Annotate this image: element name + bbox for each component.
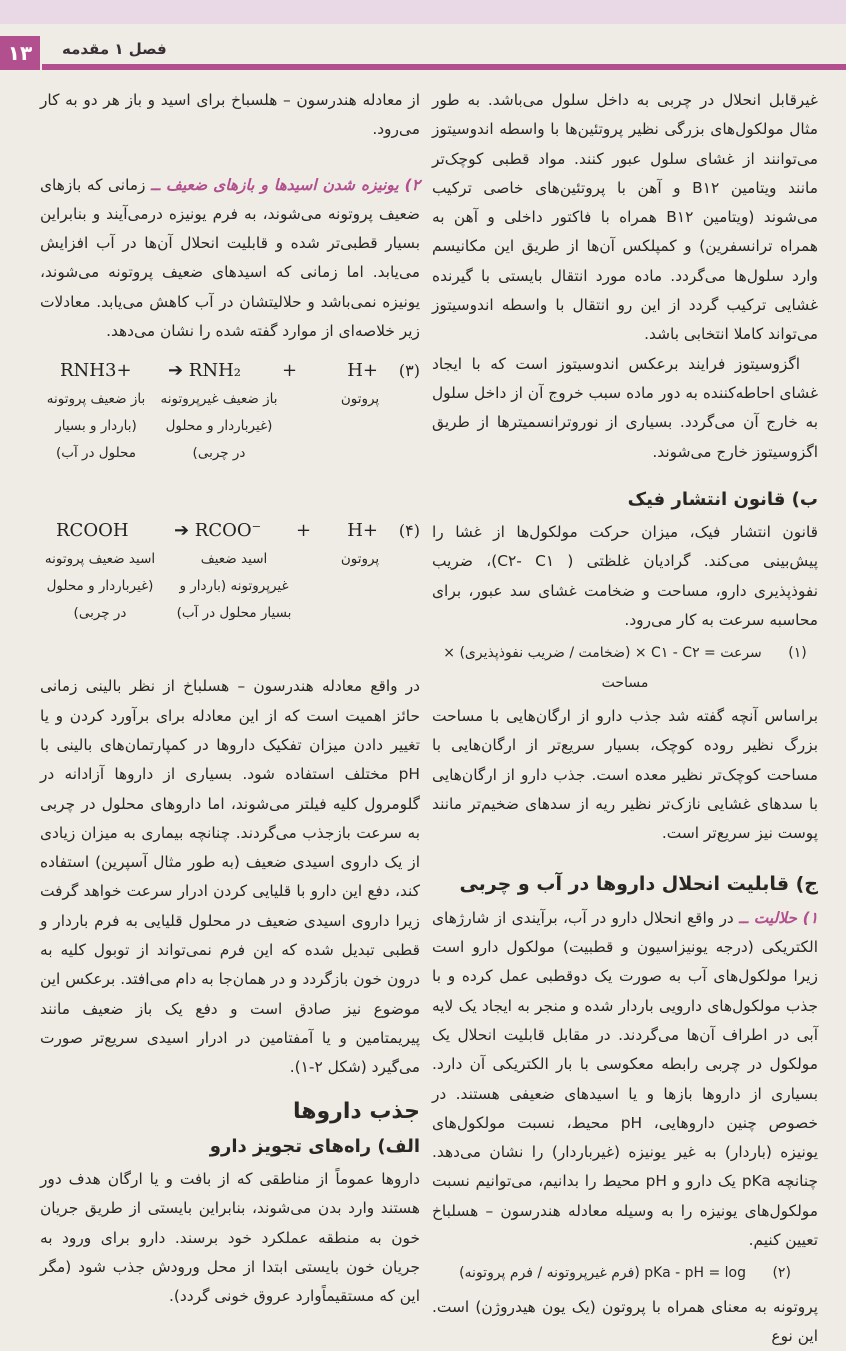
paragraph: پروتونه به معنای همراه با پروتون (یک یون هیدروژن) است. این نوع — [432, 1297, 818, 1345]
equation-4 — [40, 516, 420, 666]
paragraph: قانون انتشار فیک، میزان حرکت مولکول‌ها از غشا را پیش‌بینی می‌کند. گرادیان غلظتی ( C۲- C۱)، ضریب نفوذپذیری دارو، مساحت و ضخامت غشای سد عبور، برای محاسبه سرعت به کار می‌رود. — [432, 523, 818, 630]
reactant-acid: RCOOH — [56, 520, 129, 542]
section-heading: ب) قانون انتشار فیک — [627, 488, 818, 510]
formula-text: سرعت = C۱ - C۲ × (ضخامت / ضریب نفوذپذیری) × مساحت — [443, 645, 762, 691]
paragraph-text: در واقع انحلال دارو در آب، برآیندی از شارژهای الکتریکی (درجه یونیزاسیون و قطبیت) مولکول دارو است زیرا مولکول‌های آب به صورت یک دوقطبی عمل کرده و با جذب مولکول‌های دارویی باردار شده و منجر به ایجاد یک لایه آبی در اطراف آن‌ها می‌گردند. در مقابل قابلیت انحلال یک مولکول در چربی رابطه معکوسی با بار الکتریکی آن دارد. بسیاری از داروها بازها و یا اسیدهای ضعیفی هستند. در خصوص چنین داروهایی، pH محیط، نسبت مولکول‌های یونیزه (باردار) به غیر یونیزه (غیرباردار) را نشان می‌دهد. چنانچه pKa یک دارو و pH محیط را بدانیم، می‌توانیم نسبت مولکول‌های یونیزه را به وسیله معادله هندرسون – هسلباخ تعیین کنیم. — [432, 908, 818, 1249]
product-label: باز ضعیف غیرپروتونه (غیرباردار و محلول در چربی) — [160, 391, 278, 462]
formula-1 — [432, 639, 818, 698]
proton-label: پروتون — [340, 551, 380, 568]
paragraph — [40, 171, 420, 347]
plus-sign: + — [282, 360, 298, 382]
paragraph — [432, 904, 818, 1256]
reactant-label: باز ضعیف پروتونه (باردار و بسیار محلول در آب) — [46, 391, 146, 462]
subsection-title: ۲) یونیزه شدن اسیدها و بازهای ضعیف ــ — [151, 175, 421, 194]
equation-3 — [40, 356, 420, 506]
chapter-title: فصل ۱ مقدمه — [62, 40, 167, 58]
formula-number: (۲) — [772, 1265, 791, 1282]
right-column — [432, 86, 818, 1351]
section-heading: ج) قابلیت انحلال داروها در آب و چربی — [459, 873, 818, 896]
reactant-base: RNH3+ — [60, 360, 132, 382]
proton-label: پروتون — [340, 391, 380, 408]
subsection-heading: الف) راه‌های تجویز دارو — [209, 1135, 420, 1157]
paragraph: براساس آنچه گفته شد جذب دارو از ارگان‌هایی با مساحت بزرگ نظیر روده کوچک، بسیار سریع‌تر از ارگان‌هایی با مساحت کوچک‌تر نظیر معده است. جذب دارو از ارگان‌هایی با سدهای غشایی نازک‌تر نظیر ریه از سدهای ضخیم‌تر مانند پوست نیز سریع‌تر است. — [432, 706, 818, 843]
paragraph: غیرقابل انحلال در چربی به داخل سلول می‌باشد. به طور مثال مولکول‌های بزرگی نظیر پروتئین‌ها با واسطه اندوسیتوز می‌توانند از غشای سلول عبور کنند. مواد قطبی کوچک‌تر مانند ویتامین B۱۲ و آهن با پروتئین‌های خاصی ترکیب می‌شوند (ویتامین B۱۲ همراه با فاکتور داخلی و آهن به همراه ترانسفرین) و کمپلکس آن‌ها از طریق این مکانیسم وارد سلول‌ها می‌گردد. ماده مورد انتقال بایستی با گیرنده غشایی ترکیب گردد از این رو انتقال با واسطه اندوسیتوز می‌تواند کاملا انتخابی باشد. — [432, 91, 819, 344]
proton: H+ — [347, 520, 378, 542]
paragraph: اگزوسیتوز فرایند برعکس اندوسیتوز است که با ایجاد غشای احاطه‌کننده به دور ماده سبب خروج آن از داخل سلول به خارج آن می‌گردد. بسیاری از نوروترانسمیترها از طریق اگزوسیتوز خارج می‌شوند. — [431, 354, 818, 461]
proton: H+ — [347, 360, 378, 382]
page-number: ۱۳ — [0, 36, 40, 70]
header-rule — [42, 64, 846, 70]
paragraph: از معادله هندرسون – هلسباخ برای اسید و باز هر دو به کار می‌رود. — [40, 91, 420, 139]
formula-2 — [432, 1259, 818, 1288]
top-color-strip — [0, 0, 846, 24]
product-base: ➔ RNH₂ — [168, 360, 242, 382]
subsection-title: ۱) حلالیت ــ — [739, 908, 818, 927]
equation-number: (۴) — [398, 521, 420, 541]
formula-text: pKa - pH = log (فرم غیرپروتونه / فرم پروتونه) — [459, 1265, 746, 1282]
formula-number: (۱) — [788, 645, 807, 662]
paragraph: داروها عموماً از مناطقی که از بافت و یا ارگان هدف دور هستند وارد بدن می‌شوند، بنابراین بایستی از طریق جریان خون به منطقه عملکرد خود برسند. دارو برای ورود به جریان خون بایستی ابتدا از محل ورودش جذب شود (مگر این که مستقیماًوارد عروق خونی گردد). — [40, 1170, 420, 1306]
product-label: اسید ضعیف غیرپروتونه (باردار و بسیار محلول در آب) — [176, 551, 292, 622]
reactant-label: اسید ضعیف پروتونه (غیرباردار و محلول در چربی) — [44, 551, 156, 622]
paragraph: در واقع معادله هندرسون – هسلباخ از نظر بالینی زمانی حائز اهمیت است که از این معادله برای برآورد کردن و یا تغییر دادن میزان تفکیک داروها در کمپارتمان‌های بالینی با pH مختلف استفاده شود. بسیاری از داروها آزادانه در گلومرول کلیه فیلتر می‌شوند، اما داروهای محلول در چربی به سرعت بازجذب می‌گردند. چنانچه بیماری به میزان زیادی از یک داروی اسیدی ضعیف (به طور مثال آسپرین) استفاده کند، دفع این دارو با قلیایی کردن ادرار سرعت خواهد گرفت زیرا داروی اسیدی ضعیف در محلول قلیایی به فرم باردار و قطبی تبدیل شده که این فرم نمی‌تواند از توبول کلیه به درون خون بازگردد و در همان‌جا به دام می‌افتد. برعکس این موضوع نیز صادق است و دفع یک باز ضعیف مانند پیریمتامین و یا آمفتامین در ادرار اسیدی سریع‌تر صورت می‌گیرد (شکل ۲-۱). — [40, 677, 420, 1077]
left-column — [40, 86, 420, 1312]
product-acid: ➔ RCOO⁻ — [174, 520, 262, 542]
section-heading: جذب داروها — [292, 1098, 420, 1124]
plus-sign: + — [296, 520, 312, 542]
paragraph-text: زمانی که بازهای ضعیف پروتونه می‌شوند، به فرم یونیزه درمی‌آیند و بنابراین بسیار قطبی‌تر شده و قابلیت انحلال آن‌ها در آب افزایش می‌یابد. اما زمانی که اسیدهای ضعیف پروتونه می‌شوند، یونیزه نمی‌باشد و حلالیتشان در آب کاهش می‌یابد. معادلات زیر خلاصه‌ای از موارد گفته شده را نشان می‌دهد. — [40, 175, 420, 341]
equation-number: (۳) — [398, 361, 420, 381]
